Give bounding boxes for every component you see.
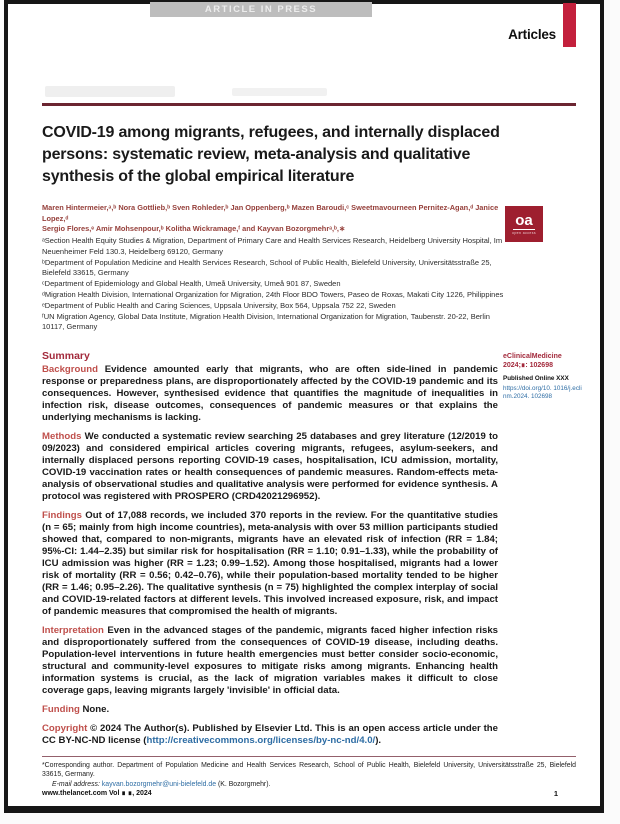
section-label-background: Background bbox=[42, 364, 98, 375]
affiliation-item: ᵇDepartment of Population Medicine and Health Services Research, School of Public Health, Bielefeld University, Universitätsstraße 25, Bielefeld 33615, Germany bbox=[42, 257, 492, 278]
section-label-findings: Findings bbox=[42, 510, 82, 521]
affiliation-item: ᵃSection Health Equity Studies & Migration, Department of Primary Care and Health Services Research, Heidelberg University Hospital, Im Neuenheimer Feld 130.3, Heidelberg 69120, Germany bbox=[42, 236, 503, 256]
scan-artifact bbox=[45, 86, 175, 97]
open-access-badge-icon bbox=[505, 206, 543, 242]
affiliation-item: ᵈMigration Health Division, International Organization for Migration, 24th Floor BDO Towers, Paseo de Roxas, Makati City 1226, Philippines bbox=[42, 289, 504, 299]
copyright-text-end: ). bbox=[375, 735, 382, 746]
journal-section-label: Articles bbox=[508, 27, 556, 42]
author-line: Sergio Flores,ᵉ Amir Mohsenpour,ᵇ Kolitha Wickramage,ᶠ and Kayvan Bozorgmehrᵃ,ᵇ,∗ bbox=[42, 224, 346, 233]
article-in-press-banner: ARTICLE IN PRESS bbox=[150, 2, 372, 17]
findings-text: Out of 17,088 records, we included 370 reports in the review. For the quantitative studies (n = 65; mainly from high income countries), meta-analysis with over 53 million participants studied showed that, compared to non-migrants, migrants have an elevated risk of infection (RR = 1.84; 95%-CI: 1.44–2.35) but similar risk for hospitalisation (RR = 1.10; 0.91–1.33), while the probability of ICU admission was higher (RR = 1.23; 0.99–1.52). Among those hospitalised, migrants had a lower risk of mortality (RR = 0.56; 0.42–0.76), while their population-based mortality tended to be higher (RR = 1.46; 0.95–2.26). The qualitative synthesis (n = 75) highlighted the complex interplay of social and COVID-19-related factors at different levels. This involved increased exposure, risk, and impact of pandemic measures that compromised the health of migrants. bbox=[42, 510, 498, 617]
journal-name: eClinicalMedicine bbox=[503, 353, 562, 360]
email-suffix: (K. Bozorgmehr). bbox=[217, 780, 271, 788]
section-label-methods: Methods bbox=[42, 431, 82, 442]
affiliations-block bbox=[42, 236, 504, 333]
section-accent-bar bbox=[563, 3, 576, 47]
email-label: E-mail address: bbox=[52, 780, 100, 788]
summary-paragraph-interpretation bbox=[42, 625, 498, 697]
author-line: Maren Hintermeier,ᵃ,ᵇ Nora Gottlieb,ᵇ Sven Rohleder,ᵇ Jan Oppenberg,ᵇ Mazen Baroudi,ᶜ Sweetmavourneen Pernitez-Agan,ᵈ Janice Lopez,ᵈ bbox=[42, 203, 499, 223]
summary-body bbox=[42, 364, 498, 754]
interpretation-text: Even in the advanced stages of the pandemic, migrants faced higher infection risks and disproportionately suffered from the consequences of COVID-19 disease, including deaths. Population-level interventions in future health emergencies must better consider socio-economic, structural and community-level exposures to mitigate risks among migrants. Enhancing health information systems is crucial, as the lack of migration variables makes it difficult to close coverage gaps, leaving migrants largely 'invisible' in official data. bbox=[42, 625, 498, 696]
summary-paragraph-funding bbox=[42, 704, 498, 716]
open-access-label: oa bbox=[515, 211, 533, 229]
summary-paragraph-methods bbox=[42, 431, 498, 503]
open-access-sublabel: open access bbox=[511, 231, 537, 236]
footnote-divider bbox=[42, 756, 576, 757]
doi-link[interactable]: https://doi.org/10. 1016/j.eclinm.2024. 102698 bbox=[503, 384, 582, 400]
footnotes-block bbox=[42, 761, 576, 789]
summary-heading: Summary bbox=[42, 350, 90, 362]
section-label-copyright: Copyright bbox=[42, 723, 88, 734]
copyright-text: © 2024 The Author(s). Published by Elsevier Ltd. This is an open access article under the CC BY-NC-ND license ( bbox=[42, 723, 498, 746]
footer-journal-url: www.thelancet.com Vol ∎ ∎, 2024 bbox=[42, 790, 152, 797]
email-link[interactable]: kayvan.bozorgmehr@uni-bielefeld.de bbox=[101, 780, 217, 788]
methods-text: We conducted a systematic review searching 25 databases and grey literature (12/2019 to 09/2023) and considered empirical articles covering migrants, refugees, asylum-seekers, and internally displaced persons reporting COVID-19 cases, hospitalisation, ICU admission, mortality, COVID-19 vaccination rates or health consequences of pandemic measures. Random-effects meta-analysis of observational studies and qualitative analysis were performed for evidence synthesis. A protocol was registered with PROSPERO (CRD42021296952). bbox=[42, 431, 498, 502]
affiliation-item: ᵉDepartment of Public Health and Caring Sciences, Uppsala University, Box 564, Uppsala 752 22, Sweden bbox=[42, 300, 396, 310]
funding-text: None. bbox=[82, 704, 110, 715]
header-rule bbox=[42, 103, 576, 106]
summary-paragraph-copyright bbox=[42, 723, 498, 747]
background-text: Evidence amounted early that migrants, who are often side-lined in pandemic response or preparedness plans, are disproportionately affected by the COVID-19 pandemic and its consequences. However, synthesised evidence that quantifies the magnitude of inequalities in infection risk, disease outcomes, consequences of pandemic measures or that explains the underlying mechanisms is lacking. bbox=[42, 364, 498, 423]
affiliation-item: ᶜDepartment of Epidemiology and Global Health, Umeå University, Umeå 901 87, Sweden bbox=[42, 279, 341, 289]
affiliation-item: ᶠUN Migration Agency, Global Data Institute, Migration Health Division, International Organization for Migration, Taubenstr. 20-22, Berlin 10117, Germany bbox=[42, 311, 490, 332]
article-title: COVID-19 among migrants, refugees, and internally displaced persons: systematic review, meta-analysis and qualitative synthesis of the global empirical literature bbox=[42, 124, 500, 185]
section-label-interpretation: Interpretation bbox=[42, 625, 104, 636]
author-list bbox=[42, 203, 510, 235]
journal-citation: 2024;∎: 102698 bbox=[503, 362, 553, 369]
scan-artifact bbox=[232, 88, 327, 96]
page-number: 1 bbox=[553, 789, 558, 798]
corresponding-author-note: *Corresponding author. Department of Population Medicine and Health Services Research, School of Public Health, Bielefeld University, Universitätsstraße 25, Bielefeld 33615, Germany. bbox=[42, 762, 576, 779]
article-meta-sidebar bbox=[503, 352, 585, 402]
email-line bbox=[42, 780, 576, 789]
section-label-funding: Funding bbox=[42, 704, 80, 715]
cc-license-link[interactable]: http://creativecommons.org/licenses/by-nc-nd/4.0/ bbox=[146, 735, 376, 746]
summary-paragraph-background bbox=[42, 364, 498, 424]
summary-paragraph-findings bbox=[42, 510, 498, 618]
published-online: Published Online XXX bbox=[503, 375, 569, 382]
